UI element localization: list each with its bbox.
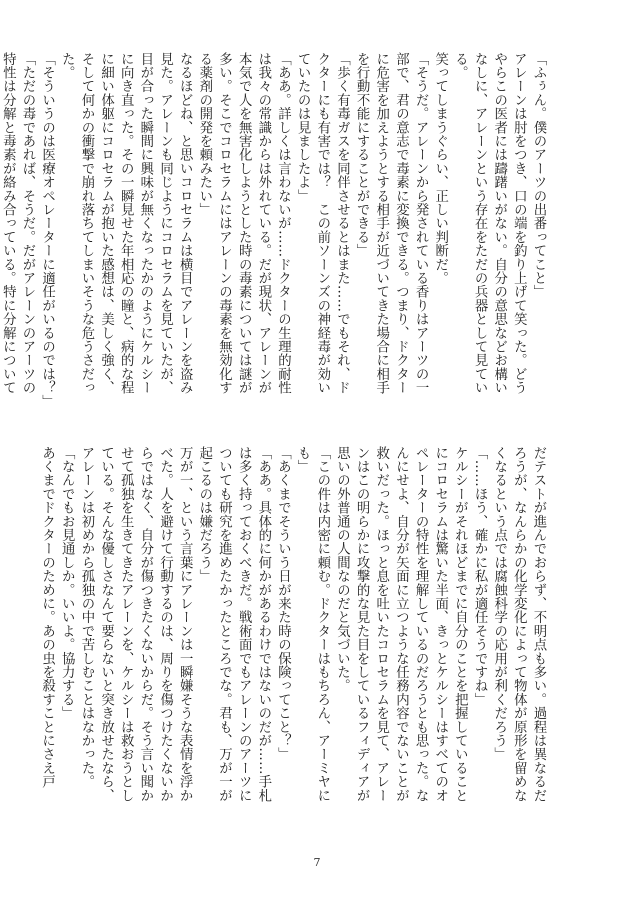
body-text-top: 「ふぅん。僕のアーツの出番ってこと」 アレーンは肘をつき、口の端を釣り上げて笑った。どうやらこの医者には躊躇いがない。自分の意思などお構いなしに、アレーンという存在をただの兵器として見ている。 笑ってしまうぐらい、正しい判断だ。 「そうだ。アレーンから発されている香りはアーツの一部で、君の意志で毒素に変換できる。つまり、ドクターに危害を加えようとする相手が近づいてきた場合に相手を行動不能にすることができる」 「歩く有毒ガスを同伴させるとはまた……でもそれ、ドクターにも有害では？ この前ソーンズの神経毒が効いていたのは見ましたよ」 「ああ。詳しくは言わないが……ドクターの生理的耐性は我々の常識からは外れている。だが現状、アレーンが本気で人を無害化しようとした時の毒素については謎が多い。そこでコロセラムにはアレーンの毒素を無効化する薬剤の開発を頼みたい」 なるほどね、と思いコロセラムは横目でアレーンを盗み見た。アレーンも同じようにコロセラムを見ていたが、目が合った瞬間に興味が無くなったかのようにケルシーに向き直った。その一瞬見せた年相応の瞳と、病的な程に細い体躯にコロセラムが抱いた感想は、美しく強く、そして何かの衝撃で崩れ落ちてしまいそうな危うさだった。 「そういうのは医療オペレーターに適任がいるのでは？」 「ただの毒であれば、そうだ。だがアレーンのアーツの特性は分解と毒素が絡み合っている。特に分解について <box>0 52 546 409</box>
text-block-bottom <box>39 446 548 806</box>
page-number: 7 <box>313 856 321 869</box>
body-text-bottom: だテストが進んでおらず、不明点も多い。過程は異なるだろうが、なんらかの化学変化によって物体が原形を留めなくなるという点では腐蝕科学の応用が利くだろう」 「……ほう、確かに私が適任そうですね」 ケルシーがそれほどまでに自分のことを把握していることにコロセラムは驚いた半面、きっとケルシーはすべてのオペレーターの特性を理解しているのだろうとも思った。なんにせよ、自分が矢面に立つような任務内容でないことが救いだった。ほっと息を吐いたコロセラムを見て、アレーンはこの明らかに攻撃的な見た目をしているフィディアが思いの外普通の人間なのだと気づいた。 「この件は内密に頼む。ドクターはもちろん、アーミヤにも」 「あくまでそういう日が来た時の保険ってこと？」 「ああ。具体的に何かがあるわけではないのだが……手札は多く持っておくべきだ。戦術面でもアレーンのアーツについても研究を進めたかったところでな。君も、万が一が起こるのは嫌だろう」 万が一、という言葉にアレーンは一瞬嫌そうな表情を浮かべた。人を避けて行動するのは、周りを傷つけたくないからではなく、自分が傷つきたくないからだ。そう言い聞かせて孤独を生きてきたアレーンを、ケルシーは救おうとしている。そんな優しさなんて要らないと突き放せたなら、アレーンは初めから孤独の中で苦しむことはなかった。 「なんでもお見通しか。いいよ。協力する」 あくまでドクターのために。あの虫を殺すことにさえ戸 <box>39 446 546 803</box>
text-block-top <box>0 52 548 409</box>
